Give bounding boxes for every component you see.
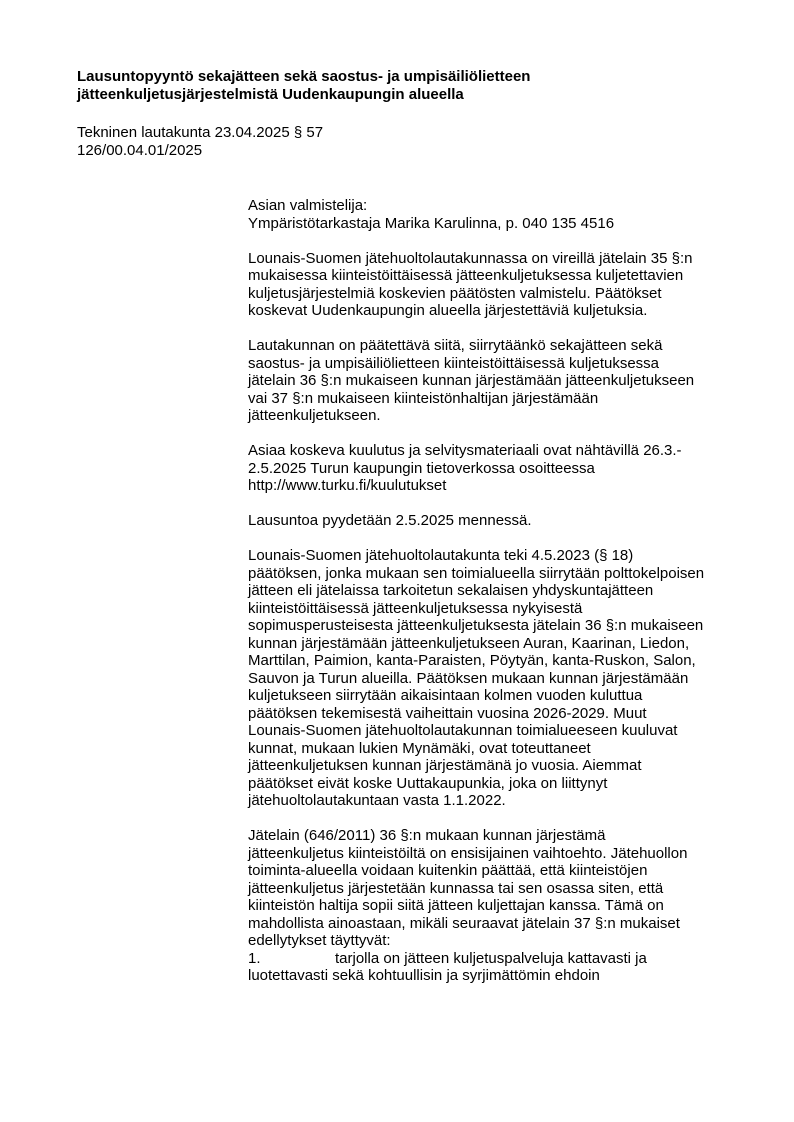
text-line: Jätelain (646/2011) 36 §:n mukaan kunnan järjestämä — [248, 827, 606, 844]
text-line: sopimusperusteisesta jätteenkuljetuksesta jätelain 36 §:n mukaiseen — [248, 617, 704, 634]
text-line: Asiaa koskeva kuulutus ja selvitysmateriaali ovat nähtävillä 26.3.- — [248, 442, 682, 459]
list-item — [248, 950, 748, 985]
text-line: jätteenkuljetus järjestetään kunnassa tai sen osassa siten, että — [248, 879, 664, 897]
text-line: jätehuoltolautakuntaan vasta 1.1.2022. — [248, 792, 506, 809]
title-line: jätteenkuljetusjärjestelmistä Uudenkaupungin alueella — [77, 86, 464, 103]
text-line: jätteen eli jätelaissa tarkoitetun sekalaisen yhdyskuntajätteen — [248, 582, 654, 599]
text-line: kuljetukseen siirrytään aikaisintaan kolmen vuoden kuluttua — [248, 687, 643, 704]
document-body — [248, 197, 748, 985]
text-line: toiminta-alueella voidaan kuitenkin päättää, että kiinteistöjen — [248, 862, 648, 879]
paragraph-6 — [248, 827, 748, 950]
announcement-url: http://www.turku.fi/kuulutukset — [248, 477, 447, 494]
list-item-number: 1. — [248, 949, 261, 967]
text-line: edellytykset täyttyvät: — [248, 932, 391, 949]
text-line: päätöksen, jonka mukaan sen toimialueella siirrytään polttokelpoisen — [248, 564, 705, 582]
text-line: kiinteistön haltija sopii siitä jätteen kuljettajan kanssa. Tämä on — [248, 897, 664, 914]
paragraph-4 — [248, 512, 748, 530]
paragraph-2 — [248, 337, 748, 425]
text-line: vai 37 §:n mukaiseen kiinteistönhaltijan järjestämään — [248, 389, 599, 407]
paragraph-3 — [248, 442, 748, 495]
text-line: kunnan järjestämään jätteenkuljetukseen Auran, Kaarinan, Liedon, — [248, 634, 690, 652]
list-item-text: luotettavasti sekä kohtuullisin ja syrjimättömin ehdoin — [248, 967, 600, 984]
text-line: Lounais-Suomen jätehuoltolautakunnan toimialueeseen kuuluvat — [248, 722, 678, 739]
text-line: päätökset eivät koske Uuttakaupunkia, joka on liittynyt — [248, 774, 608, 792]
text-line: Lounais-Suomen jätehuoltolautakunta teki 4.5.2023 (§ 18) — [248, 547, 634, 564]
text-line: jätteenkuljetuksen kunnan järjestämänä jo vuosia. Aiemmat — [248, 757, 642, 774]
document-title — [77, 68, 717, 104]
preparer-name: Ympäristötarkastaja Marika Karulinna, p. 040 135 4516 — [248, 214, 615, 232]
preparer-label: Asian valmistelija: — [248, 197, 368, 214]
text-line: 2.5.2025 Turun kaupungin tietoverkossa osoitteessa — [248, 459, 595, 477]
text-line: kunnat, mukaan lukien Mynämäki, ovat toteuttaneet — [248, 739, 591, 757]
text-line: kuljetusjärjestelmiä koskevien päätösten valmistelu. Päätökset — [248, 284, 662, 302]
text-line: Marttilan, Paimion, kanta-Paraisten, Pöytyän, kanta-Ruskon, Salon, — [248, 652, 696, 669]
text-line: kiinteistöittäisessä jätteenkuljetuksessa nykyisestä — [248, 599, 583, 617]
paragraph-5 — [248, 547, 748, 810]
text-line: jätteenkuljetukseen. — [248, 407, 381, 424]
list-item-text: tarjolla on jätteen kuljetuspalveluja kattavasti ja — [335, 949, 647, 967]
text-line: koskevat Uudenkaupungin alueella järjestettäviä kuljetuksia. — [248, 302, 648, 319]
paragraph-1 — [248, 250, 748, 320]
text-line: mahdollista ainoastaan, mikäli seuraavat jätelain 37 §:n mukaiset — [248, 914, 680, 932]
text-line: Lautakunnan on päätettävä siitä, siirrytäänkö sekajätteen sekä — [248, 337, 663, 354]
text-line: jätteenkuljetus kiinteistöiltä on ensisijainen vaihtoehto. Jätehuollon — [248, 844, 688, 862]
committee-line: Tekninen lautakunta 23.04.2025 § 57 — [77, 124, 324, 141]
text-line: päätöksen tekemisestä vaiheittain vuosina 2026-2029. Muut — [248, 704, 647, 722]
title-line: Lausuntopyyntö sekajätteen sekä saostus- ja umpisäiliölietteen — [77, 68, 531, 85]
text-line: Sauvon ja Turun alueilla. Päätöksen mukaan kunnan järjestämään — [248, 669, 689, 687]
text-line: Lounais-Suomen jätehuoltolautakunnassa on vireillä jätelain 35 §:n — [248, 249, 693, 267]
meeting-info — [77, 124, 323, 160]
record-number: 126/00.04.01/2025 — [77, 142, 203, 159]
text-line: jätelain 36 §:n mukaiseen kunnan järjestämään jätteenkuljetukseen — [248, 372, 695, 389]
text-line: mukaisessa kiinteistöittäisessä jätteenkuljetuksessa kuljetettavien — [248, 267, 684, 284]
text-line: saostus- ja umpisäiliölietteen kiinteistöittäisessä kuljetuksessa — [248, 354, 660, 372]
text-line: Lausuntoa pyydetään 2.5.2025 mennessä. — [248, 512, 532, 529]
